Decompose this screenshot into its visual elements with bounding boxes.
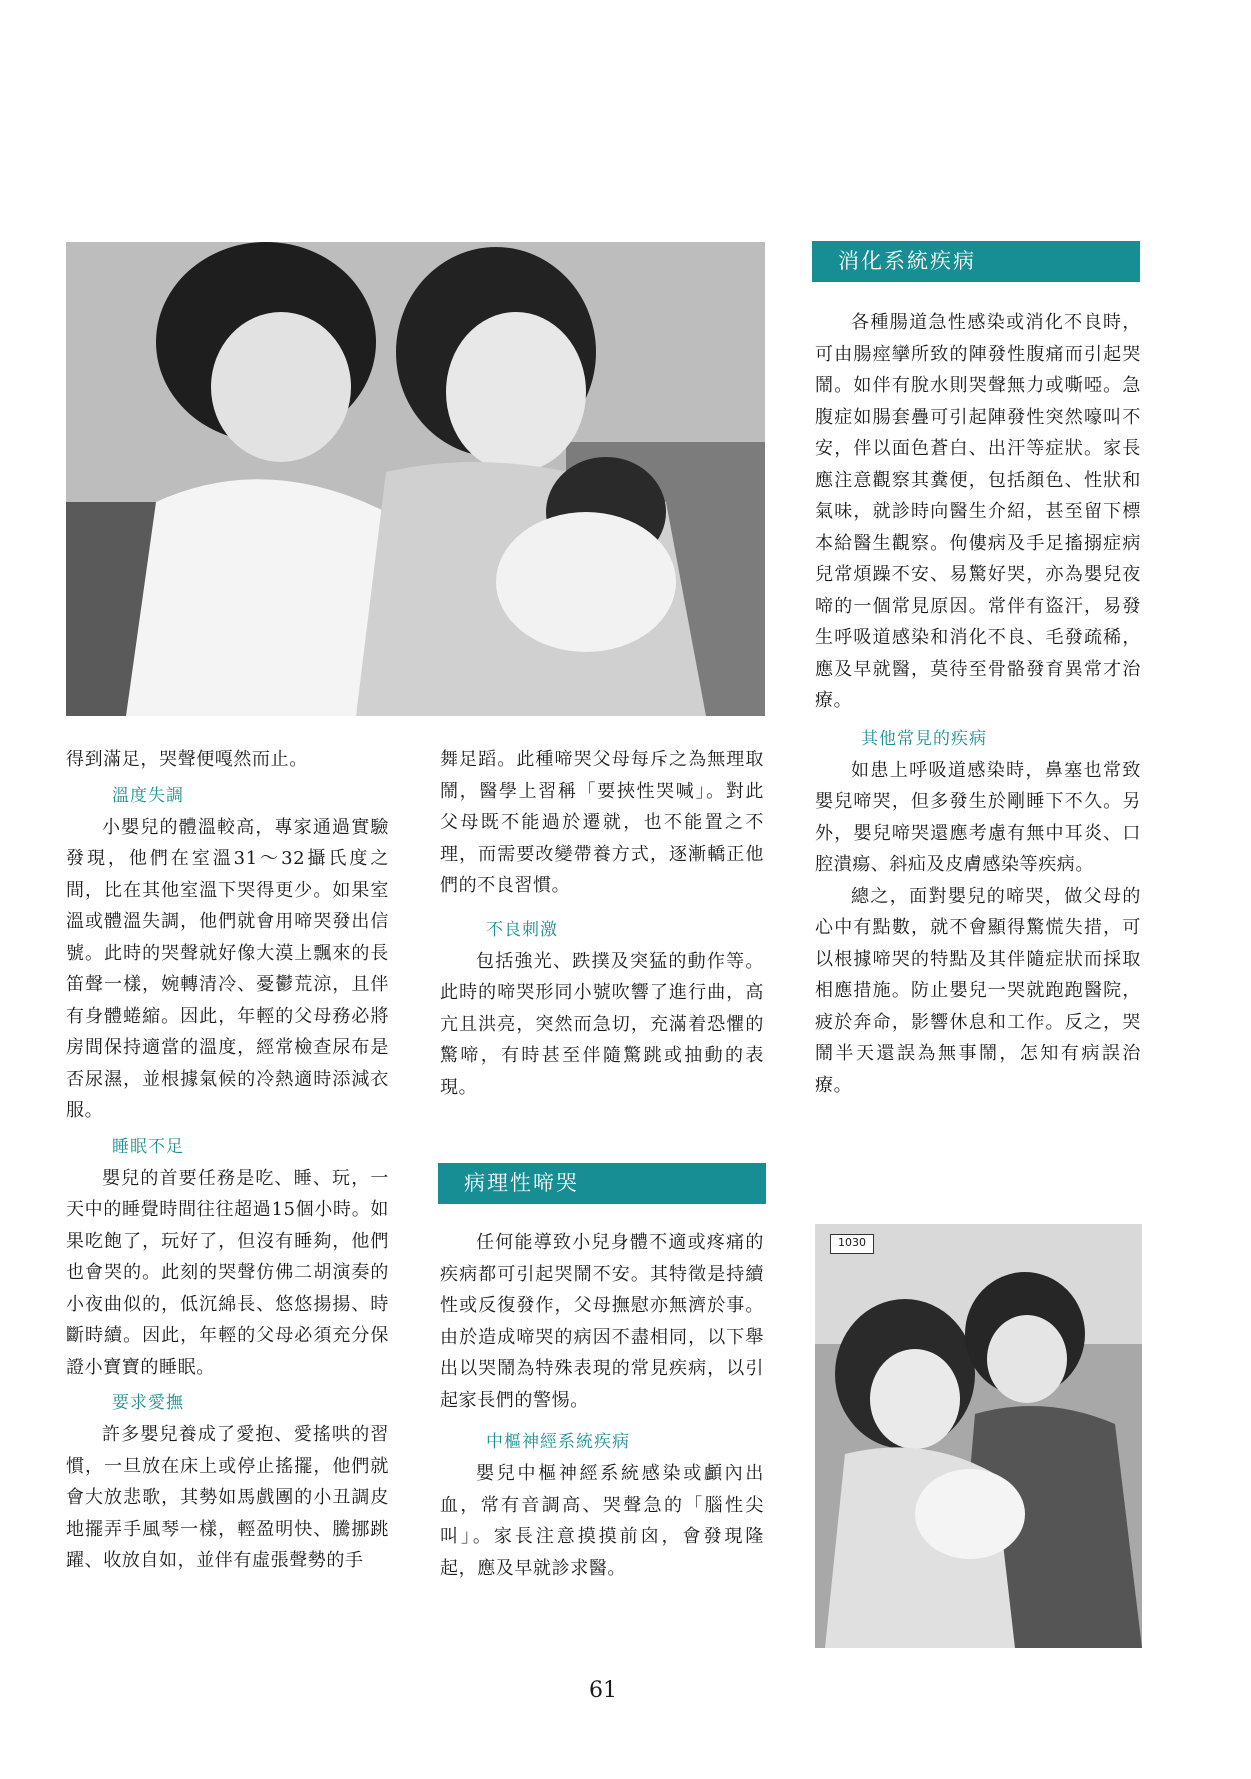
subheading: 其他常見的疾病 [861, 728, 987, 749]
subheading: 中樞神經系統疾病 [486, 1432, 630, 1452]
photo-illustration [66, 242, 765, 716]
page-number: 61 [589, 1678, 617, 1703]
paragraph: 包括強光、跌撲及突猛的動作等。此時的啼哭形同小號吹響了進行曲，高亢且洪亮，突然而急切，充滿着恐懼的驚啼，有時甚至伴隨驚跳或抽動的表現。 [440, 950, 764, 1098]
photo-mother-baby-nurse [66, 242, 765, 716]
paragraph: 小嬰兒的體溫較高，專家通過實驗發現，他們在室溫31～32攝氏度之間，比在其他室溫下哭得更少。如果室溫或體溫失調，他們就會用啼哭發出信號。此時的哭聲就好像大漠上飄來的長笛聲一樣，婉轉清冷、憂鬱荒涼，且伴有身體蜷縮。因此，年輕的父母務必將房間保持適當的溫度，經常檢查尿布是否尿濕，並根據氣候的冷熱適時添減衣服。 [66, 816, 389, 1121]
section-banner-digestive [812, 241, 1140, 282]
paragraph: 總之，面對嬰兒的啼哭，做父母的心中有點數，就不會顯得驚慌失措，可以根據啼哭的特點及其伴隨症狀而採取相應措施。防止嬰兒一哭就跑跑醫院，疲於奔命，影響休息和工作。反之，哭鬧半天還誤為無事鬧，怎知有病誤治療。 [815, 885, 1141, 1096]
banner-label: 病理性啼哭 [464, 1171, 579, 1195]
subheading: 要求愛撫 [112, 1393, 184, 1413]
photo-nurse-with-mother [815, 1224, 1142, 1648]
middle-column [440, 744, 764, 1103]
banner-label: 消化系統疾病 [838, 249, 976, 273]
middle-column-lower [440, 1227, 764, 1584]
subheading: 不良刺激 [486, 919, 558, 940]
left-column [66, 744, 389, 1577]
subheading: 溫度失調 [112, 785, 184, 806]
paragraph: 如患上呼吸道感染時，鼻塞也常致嬰兒啼哭，但多發生於剛睡下不久。另外，嬰兒啼哭還應考慮有無中耳炎、口腔潰瘍、斜疝及皮膚感染等疾病。 [815, 759, 1141, 875]
lead-paragraph: 得到滿足，哭聲便嘎然而止。 [66, 749, 308, 770]
right-column [815, 307, 1141, 1101]
paragraph: 各種腸道急性感染或消化不良時，可由腸痙攣所致的陣發性腹痛而引起哭鬧。如伴有脫水則哭聲無力或嘶啞。急腹症如腸套疊可引起陣發性突然嚎叫不安，伴以面色蒼白、出汗等症狀。家長應注意觀察其糞便，包括顏色、性狀和氣味，就診時向醫生介紹，甚至留下標本給醫生觀察。佝僂病及手足搐搦症病兒常煩躁不安、易驚好哭，亦為嬰兒夜啼的一個常見原因。常伴有盜汗，易發生呼吸道感染和消化不良、毛發疏稀，應及早就醫，莫待至骨骼發育異常才治療。 [815, 312, 1141, 711]
section-banner-pathological [438, 1163, 766, 1204]
paragraph: 任何能導致小兒身體不適或疼痛的疾病都可引起哭鬧不安。其特徵是持續性或反復發作，父母撫慰亦無濟於事。由於造成啼哭的病因不盡相同，以下舉出以哭鬧為特殊表現的常見疾病，以引起家長們的警惕。 [440, 1232, 764, 1411]
paragraph: 嬰兒中樞神經系統感染或顱內出血，常有音調高、哭聲急的「腦性尖叫」。家長注意摸摸前囟，會發現隆起，應及早就診求醫。 [440, 1463, 764, 1579]
room-number-sign: 1030 [830, 1234, 874, 1254]
subheading: 睡眠不足 [112, 1136, 184, 1157]
lead-paragraph: 舞足蹈。此種啼哭父母每斥之為無理取鬧，醫學上習稱「要挾性哭喊」。對此父母既不能過於遷就，也不能置之不理，而需要改變帶養方式，逐漸轎正他們的不良習慣。 [440, 749, 764, 896]
paragraph: 嬰兒的首要任務是吃、睡、玩，一天中的睡覺時間往往超過15個小時。如果吃飽了，玩好了，但沒有睡夠，他們也會哭的。此刻的哭聲仿佛二胡演奏的小夜曲似的，低沉綿長、悠悠揚揚、時斷時續。因此，年輕的父母必須充分保證小寶寶的睡眠。 [66, 1167, 389, 1378]
photo-illustration [815, 1224, 1142, 1648]
paragraph: 許多嬰兒養成了愛抱、愛搖哄的習慣，一旦放在床上或停止搖擺，他們就會大放悲歌，其勢如馬戲團的小丑調皮地擺弄手風琴一樣，輕盈明快、騰挪跳躍、收放自如，並伴有虛張聲勢的手 [66, 1424, 389, 1571]
